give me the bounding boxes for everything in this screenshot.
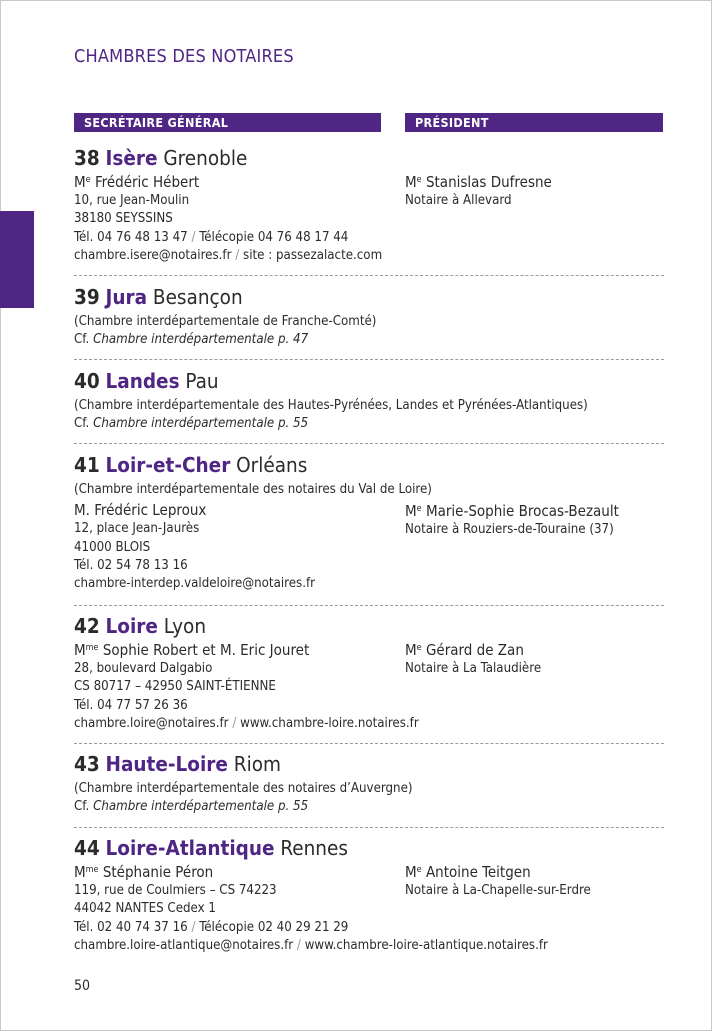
- website-link[interactable]: www.chambre-loire-atlantique.notaires.fr: [304, 937, 548, 953]
- court-city: Grenoble: [163, 146, 248, 170]
- website-link[interactable]: site : passezalacte.com: [243, 247, 383, 263]
- address-line-1: 10, rue Jean-Moulin: [74, 193, 190, 208]
- entry-loire-atlantique: [74, 835, 664, 955]
- president-block: [405, 863, 591, 900]
- chamber-note: (Chambre interdépartementale des Hautes-Pyrénées, Landes et Pyrénées-Atlantiques): [74, 398, 588, 413]
- cross-reference: Cf. Chambre interdépartementale p. 55: [74, 416, 309, 432]
- chamber-note: (Chambre interdépartementale des notaires du Val de Loire): [74, 482, 432, 497]
- address-line-2: 41000 BLOIS: [74, 539, 151, 555]
- dept-name: Loire: [105, 614, 158, 638]
- email-link[interactable]: chambre.loire@notaires.fr: [74, 715, 229, 731]
- chamber-note: (Chambre interdépartementale de Franche-Comté): [74, 314, 377, 329]
- dept-number: 40: [74, 369, 100, 393]
- secretary-name: $M^{me}$ Stéphanie Péron: [74, 863, 214, 881]
- phone-line: Tél. 02 40 74 37 16 / Télécopie 02 40 29 21 29: [74, 919, 349, 935]
- entry-heading: [74, 835, 664, 861]
- cross-reference: Cf. Chambre interdépartementale p. 47: [74, 332, 309, 348]
- entry-heading: [74, 452, 664, 478]
- address-line-1: 28, boulevard Dalgabio: [74, 661, 213, 676]
- phone-line: Tél. 04 77 57 26 36: [74, 697, 188, 713]
- page-title: CHAMBRES DES NOTAIRES: [74, 46, 294, 67]
- entry-separator: [74, 827, 664, 828]
- address-line-1: 119, rue de Coulmiers – CS 74223: [74, 883, 277, 898]
- president-role: Notaire à Rouziers-de-Touraine (37): [405, 522, 614, 537]
- secretary-name: $M^{me}$ Sophie Robert et M. Eric Jouret: [74, 641, 310, 659]
- entry-separator: [74, 359, 664, 360]
- president-name: Me Antoine Teitgen: [405, 863, 531, 881]
- president-block: [405, 173, 552, 210]
- email-link[interactable]: chambre-interdep.valdeloire@notaires.fr: [74, 576, 316, 592]
- email-link[interactable]: chambre.isere@notaires.fr: [74, 247, 232, 263]
- dept-name: Jura: [105, 285, 148, 309]
- president-block: [405, 641, 541, 678]
- address-line-2: CS 80717 – 42950 SAINT-ÉTIENNE: [74, 679, 276, 695]
- entry-heading: [74, 284, 664, 310]
- president-role: Notaire à Allevard: [405, 193, 512, 208]
- entry-heading: [74, 368, 664, 394]
- dept-number: 39: [74, 285, 100, 309]
- president-role: Notaire à La-Chapelle-sur-Erdre: [405, 883, 591, 898]
- dept-name: Landes: [105, 369, 180, 393]
- entry-isere: [74, 145, 664, 265]
- dept-name: Haute-Loire: [105, 752, 228, 776]
- president-name: Me Marie-Sophie Brocas-Bezault: [405, 502, 619, 520]
- entry-jura: [74, 284, 664, 350]
- entry-haute-loire: [74, 751, 664, 817]
- address-line-2: 38180 SEYSSINS: [74, 211, 173, 227]
- secretary-name: Me Frédéric Hébert: [74, 173, 200, 191]
- entry-heading: [74, 145, 664, 171]
- dept-name: Isère: [105, 146, 158, 170]
- contact-line: chambre.loire-atlantique@notaires.fr / www.chambre-loire-atlantique.notaires.fr: [74, 937, 548, 953]
- entry-separator: [74, 743, 664, 744]
- website-link[interactable]: www.chambre-loire.notaires.fr: [240, 715, 419, 731]
- phone-line: Tél. 02 54 78 13 16: [74, 557, 188, 573]
- entry-separator: [74, 275, 664, 276]
- column-header-secretary: SECRÉTAIRE GÉNÉRAL: [74, 113, 381, 132]
- dept-number: 41: [74, 453, 100, 477]
- court-city: Orléans: [236, 453, 308, 477]
- dept-number: 42: [74, 614, 100, 638]
- entry-loir-et-cher: [74, 452, 664, 593]
- secretary-name: M. Frédéric Leproux: [74, 501, 207, 520]
- court-city: Besançon: [152, 285, 243, 309]
- dept-number: 43: [74, 752, 100, 776]
- contact-line: chambre.loire@notaires.fr / www.chambre-loire.notaires.fr: [74, 715, 419, 731]
- email-link[interactable]: chambre.loire-atlantique@notaires.fr: [74, 937, 294, 953]
- dept-number: 38: [74, 146, 100, 170]
- side-tab-marker: [0, 211, 34, 308]
- president-role: Notaire à La Talaudière: [405, 661, 542, 676]
- president-name: Me Gérard de Zan: [405, 641, 524, 659]
- chamber-note: (Chambre interdépartementale des notaires d’Auvergne): [74, 781, 413, 796]
- entry-separator: [74, 443, 664, 444]
- court-city: Riom: [233, 752, 281, 776]
- entry-separator: [74, 605, 664, 606]
- page-number: 50: [74, 978, 91, 994]
- court-city: Lyon: [163, 614, 207, 638]
- entry-landes: [74, 368, 664, 434]
- entry-heading: [74, 751, 664, 777]
- contact-line: chambre.isere@notaires.fr / site : passezalacte.com: [74, 247, 383, 263]
- president-block: [405, 502, 619, 539]
- dept-name: Loir-et-Cher: [105, 453, 231, 477]
- address-line-2: 44042 NANTES Cedex 1: [74, 901, 216, 917]
- court-city: Rennes: [280, 836, 348, 860]
- phone-line: Tél. 04 76 48 13 47 / Télécopie 04 76 48 17 44: [74, 229, 349, 245]
- address-line-1: 12, place Jean-Jaurès: [74, 521, 200, 537]
- entry-loire: [74, 613, 664, 733]
- dept-number: 44: [74, 836, 100, 860]
- president-name: Me Stanislas Dufresne: [405, 173, 552, 191]
- cross-reference: Cf. Chambre interdépartementale p. 55: [74, 799, 309, 815]
- dept-name: Loire-Atlantique: [105, 836, 275, 860]
- court-city: Pau: [185, 369, 219, 393]
- entry-heading: [74, 613, 664, 639]
- column-header-president: PRÉSIDENT: [405, 113, 663, 132]
